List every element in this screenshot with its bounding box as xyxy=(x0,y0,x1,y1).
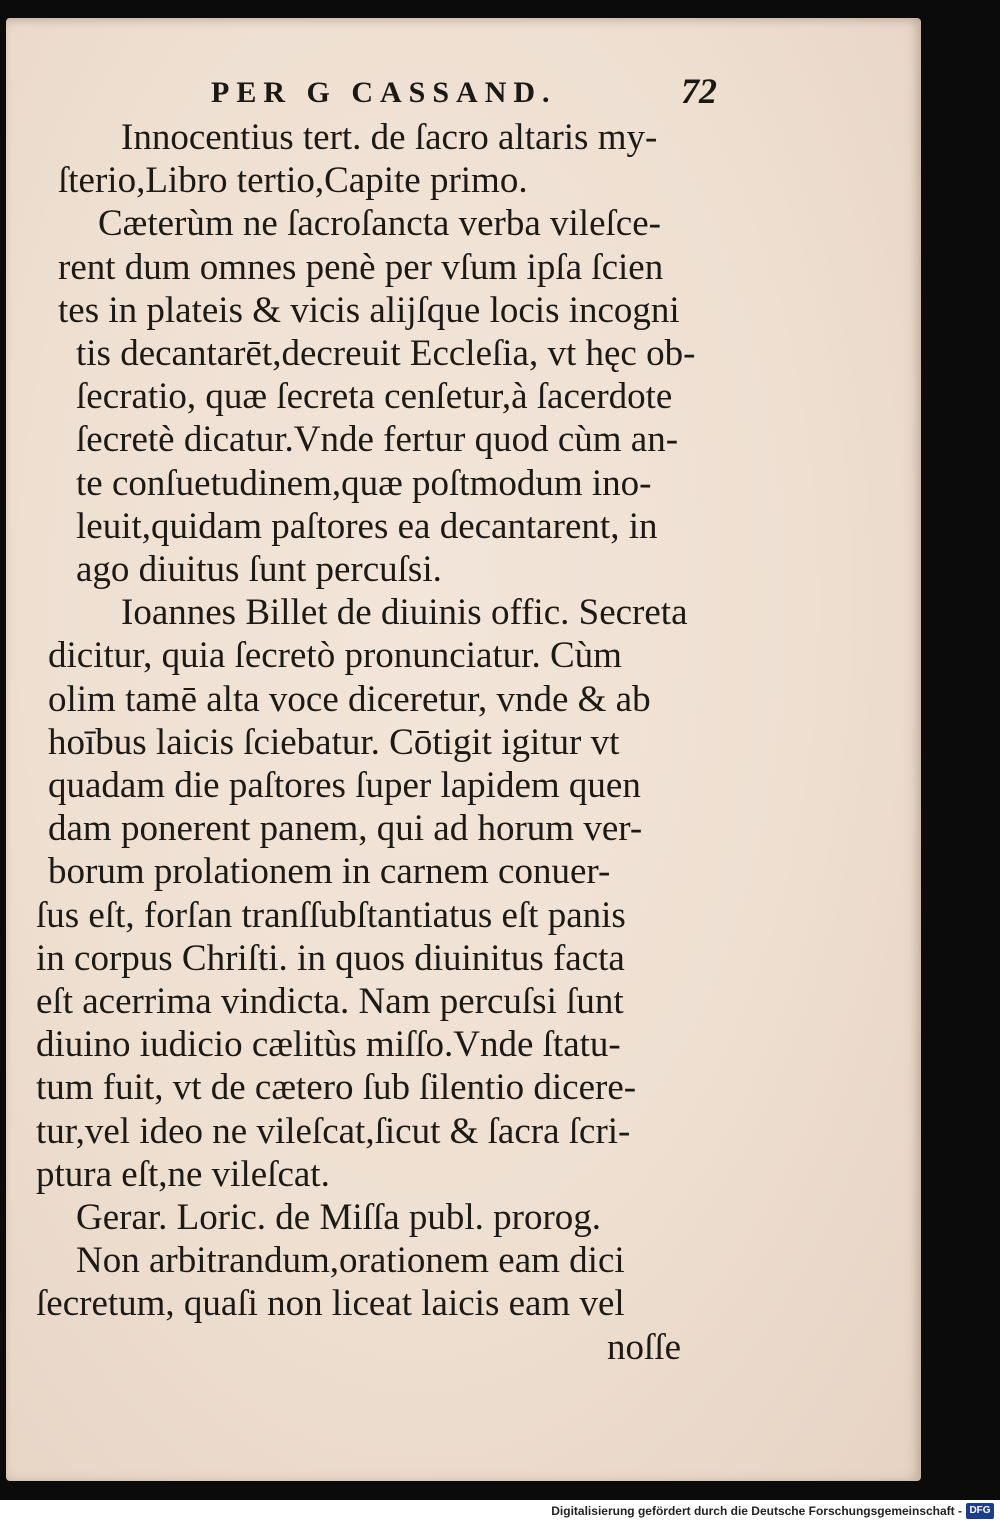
page-number: 72 xyxy=(681,71,717,111)
text-line: diuino iudicio cælitùs miſſo.Vnde ſtatu- xyxy=(36,1024,621,1066)
text-line: quadam die paſtores ſuper lapidem quen xyxy=(48,765,641,807)
text-line: rent dum omnes penè per vſum ipſa ſcien xyxy=(58,246,664,288)
text-line: ſecretum, quaſi non liceat laicis eam vel xyxy=(36,1283,625,1325)
text-line: tum fuit, vt de cætero ſub ſilentio dicere- xyxy=(36,1067,637,1109)
text-line: Gerar. Loric. de Miſſa publ. prorog. xyxy=(76,1197,602,1239)
text-line: ſecratio, quæ ſecreta cenſetur,à ſacerdote xyxy=(76,376,673,418)
funding-credit: Digitalisierung gefördert durch die Deutsche Forschungsgemeinschaft - xyxy=(551,1504,962,1518)
text-line: ptura eſt,ne vileſcat. xyxy=(36,1153,330,1195)
text-line: eſt acerrima vindicta. Nam percuſsi ſunt xyxy=(36,981,624,1023)
text-line: tis decantarēt,decreuit Eccleſia, vt hęc ob- xyxy=(76,333,696,375)
running-title: PER G CASSAND. xyxy=(211,76,557,109)
dfg-logo-icon: DFG xyxy=(966,1503,994,1519)
text-line: tur,vel ideo ne vileſcat,ſicut & ſacra ſcri- xyxy=(36,1110,631,1152)
text-line: Innocentius tert. de ſacro altaris my- xyxy=(121,117,658,158)
text-line: Ioannes Billet de diuinis offic. Secreta xyxy=(121,592,688,634)
book-page xyxy=(6,18,921,1481)
text-line: in corpus Chriſti. in quos diuinitus facta xyxy=(36,937,625,979)
text-line: dicitur, quia ſecretò pronunciatur. Cùm xyxy=(48,635,622,677)
text-line: ſus eſt, forſan tranſſubſtantiatus eſt panis xyxy=(36,894,626,936)
text-line: leuit,quidam paſtores ea decantarent, in xyxy=(76,505,658,547)
text-line: borum prolationem in carnem conuer- xyxy=(48,851,611,893)
body-text xyxy=(36,116,701,1369)
digitization-footer xyxy=(0,1500,1000,1523)
text-line: hoībus laicis ſciebatur. Cōtigit igitur vt xyxy=(48,721,620,763)
text-line: tes in plateis & vicis alijſque locis incogni xyxy=(58,289,680,331)
text-line: ſecretè dicatur.Vnde fertur quod cùm an- xyxy=(76,419,679,461)
page-header xyxy=(211,70,721,118)
catchword: noſſe xyxy=(607,1326,681,1368)
text-line: dam ponerent panem, qui ad horum ver- xyxy=(48,808,643,850)
text-line: ago diuitus ſunt percuſsi. xyxy=(76,549,442,591)
text-line: Cæterùm ne ſacroſancta verba vileſce- xyxy=(98,203,661,245)
text-line: Non arbitrandum,orationem eam dici xyxy=(76,1240,625,1282)
text-line: olim tamē alta voce diceretur, vnde & ab xyxy=(48,678,651,720)
text-line: ſterio,Libro tertio,Capite primo. xyxy=(58,160,528,202)
text-line: te conſuetudinem,quæ poſtmodum ino- xyxy=(76,462,652,504)
